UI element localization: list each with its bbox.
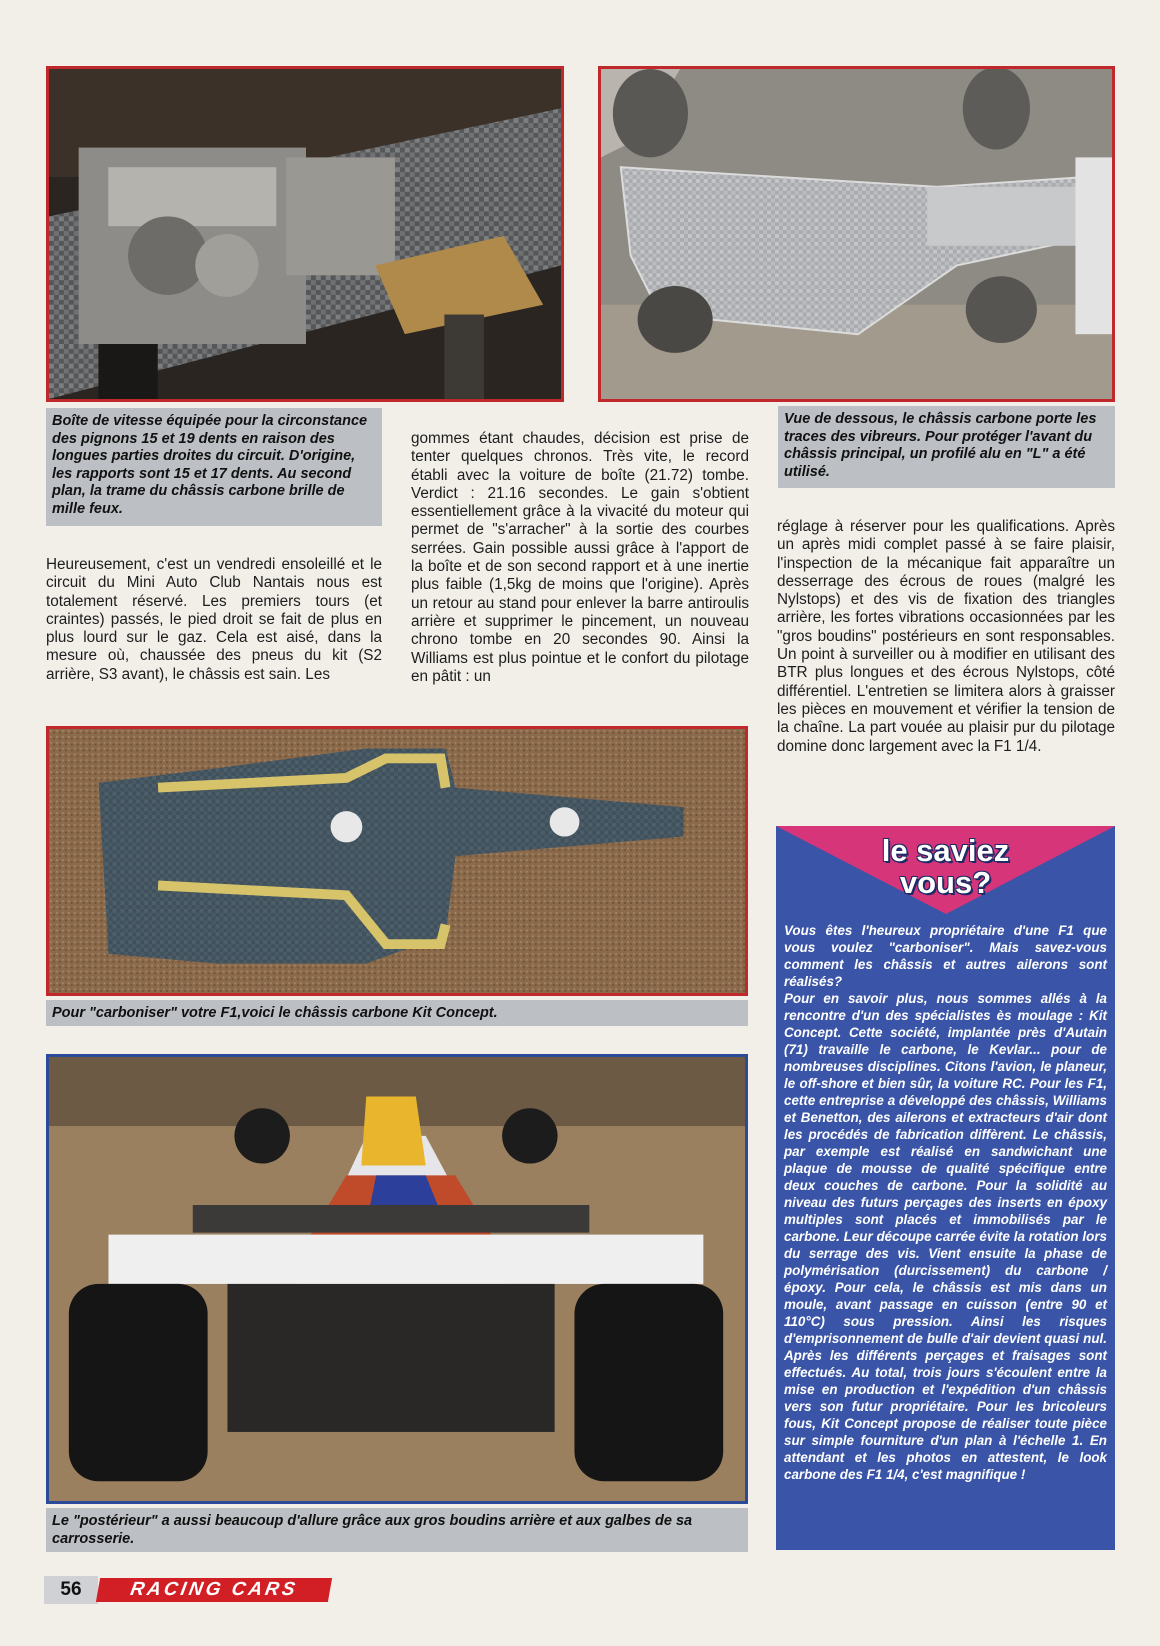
page-number: 56 — [44, 1576, 98, 1604]
sidebar-le-saviez-vous — [776, 826, 1115, 1550]
article-column-1 — [46, 556, 382, 704]
column-1-text: Heureusement, c'est un vendredi ensoleillé et le circuit du Mini Auto Club Nantais nous est totalement réservé. Les premiers tours (et craintes) passés, le pied droit se fait de plus en plus lourd sur le gaz. Cela est aisé, dans la mesure où, chaussée des pneus du kit (S2 arrière, S3 avant), le châssis est sain. Les — [46, 556, 382, 683]
sidebar-body — [784, 922, 1107, 1483]
column-3-text: réglage à réserver pour les qualifications. Après un après midi complet passé à se faire plaisir, l'inspection de la mécanique fait apparaître un desserrage des écrous de roues (malgré les Nylstops) et des vis de fixation des triangles arrière, les fortes vibrations occasionnées par les "gros boudins" postérieurs en sont responsables. Un point à surveiller ou à modifier en utilisant des BTR plus longues et des écrous Nylstops, côté différentiel. L'entretien se limitera alors à graisser les pièces en mouvement et vérifier la tension de la chaîne. La part vouée au plaisir pur du pilotage domine donc largement avec la F1 1/4. — [777, 518, 1115, 755]
column-2-text: gommes étant chaudes, décision est prise de tenter quelques chronos. Très vite, le record établi avec la voiture de boîte (21.72) tombe. Verdict : 21.16 secondes. Le gain s'obtient essentiellement grâce à la vivacité du moteur qui permet de "s'arracher" à la sortie des courbes serrées. Gain possible aussi grâce à l'apport de la boîte et de son second rapport et à une inertie plus faible (1,5kg de moins que l'origine). Après un retour au stand pour enlever la barre antiroulis arrière et supprimer le pincement, un nouveau chrono tombe en 20 secondes 90. Ainsi la Williams est plus pointue et le confort du pilotage en pâtit : un — [411, 430, 749, 685]
caption-gearbox: Boîte de vitesse équipée pour la circonstance des pignons 15 et 19 dents en raison des longues parties droites du circuit. D'origine, les rapports sont 15 et 17 dents. Au second plan, la trame du châssis carbone brille de mille feux. — [46, 408, 382, 526]
photo-rear — [46, 1054, 748, 1504]
sidebar-title-line-1: le saviez — [881, 833, 1010, 868]
caption-rear: Le "postérieur" a aussi beaucoup d'allure grâce aux gros boudins arrière et aux galbes de sa carrosserie. — [46, 1508, 748, 1552]
page-footer — [44, 1576, 344, 1606]
chassis-image — [49, 729, 745, 993]
photo-underside — [598, 66, 1115, 402]
photo-gearbox — [46, 66, 564, 402]
photo-chassis — [46, 726, 748, 996]
underside-image — [601, 69, 1112, 399]
gearbox-image — [49, 69, 561, 399]
rear-car-image — [49, 1057, 745, 1501]
article-column-3 — [777, 518, 1115, 808]
sidebar-paragraph-2: Pour en savoir plus, nous sommes allés à la rencontre d'un des spécialistes ès moulage : Kit Concept. Cette société, implantée près d'Autain (71) travaille le carbone, le Kevlar... pour de nombreuses disciplines. Citons l'avion, le planeur, le off-shore et bien sûr, la voiture RC. Pour les F1, cette entreprise a développé des châssis, Williams et Benetton, des ailerons et extracteurs d'air dont les procédés de fabrication diffèrent. Le châssis, par exemple est réalisé en sandwichant une plaque de mousse de qualité spécifique entre deux couches de carbone. Pour la solidité au niveau des futurs perçages des inserts en époxy multiples sont placés et immobilisés par le carbone. Leur découpe carrée évite la rotation lors du serrage des vis. Vient ensuite la phase de polymérisation (durcissement) du carbone / époxy. Pour cela, le châssis est mis dans un moule, avant passage en cuisson (entre 90 et 110°C) sous pression. Ainsi les risques d'emprisonnement de bulle d'air devient quasi nul. Après les différents perçages et fraisages sont effectués. Au total, trois jours s'écoulent entre la mise en production et l'expédition d'un châssis vers son futur propriétaire. Pour les bricoleurs fous, Kit Concept propose de réaliser toute pièce sur simple fourniture d'un plan à l'échelle 1. En attendant et les photos en attestent, le look carbone des F1 1/4, c'est magnifique ! — [784, 991, 1107, 1482]
sidebar-title-line-2: vous? — [899, 865, 992, 900]
sidebar-paragraph-1: Vous êtes l'heureux propriétaire d'une F1 que vous voulez "carboniser". Mais savez-vous comment les châssis et autres ailerons sont réalisés? — [784, 923, 1107, 989]
magazine-logo: RACING CARS — [96, 1578, 332, 1602]
article-column-2 — [411, 430, 749, 704]
caption-chassis: Pour "carboniser" votre F1,voici le châssis carbone Kit Concept. — [46, 1000, 748, 1026]
caption-underside: Vue de dessous, le châssis carbone porte les traces des vibreurs. Pour protéger l'avant du châssis principal, un profilé alu en "L" a été utilisé. — [778, 406, 1115, 488]
